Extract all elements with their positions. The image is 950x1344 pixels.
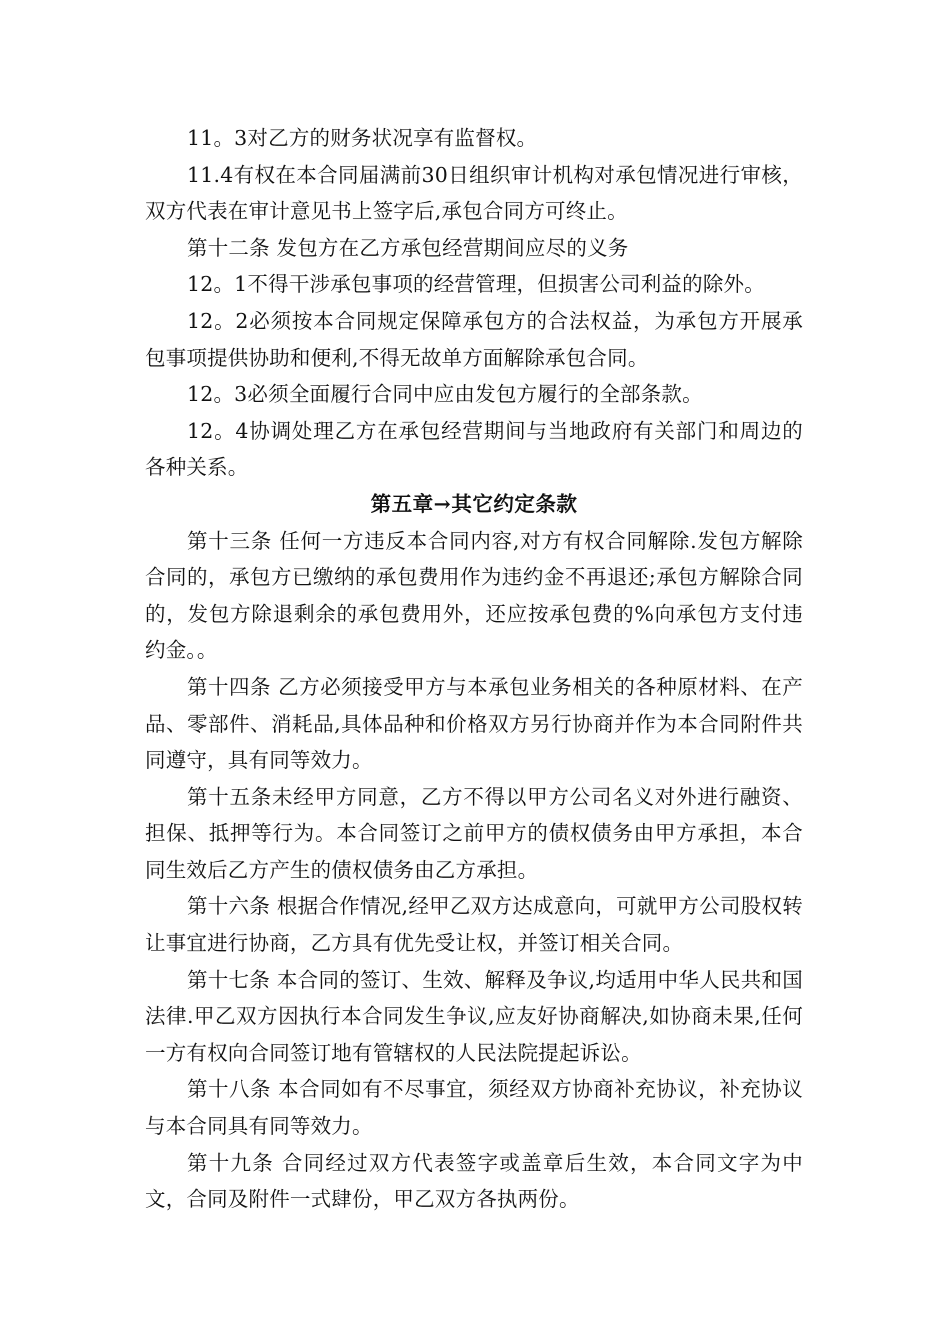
clause-12-4: 12。4协调处理乙方在承包经营期间与当地政府有关部门和周边的各种关系。	[145, 418, 803, 480]
article-12-heading: 第十二条 发包方在乙方承包经营期间应尽的义务	[187, 235, 629, 260]
article-14: 第十四条 乙方必须接受甲方与本承包业务相关的各种原材料、在产品、零部件、消耗品,具体品种和价格双方另行协商并作为本合同附件共同遵守，具有同等效力。	[145, 674, 803, 773]
clause-12-2: 12。2必须按本合同规定保障承包方的合法权益，为承包方开展承包事项提供协助和便利,不得无故单方面解除承包合同。	[145, 308, 803, 370]
article-16: 第十六条 根据合作情况,经甲乙双方达成意向，可就甲方公司股权转让事宜进行协商，乙方具有优先受让权，并签订相关合同。	[145, 894, 803, 956]
chapter-5-heading: 第五章→其它约定条款	[370, 491, 578, 516]
contract-body	[145, 120, 803, 1218]
article-15: 第十五条未经甲方同意，乙方不得以甲方公司名义对外进行融资、担保、抵押等行为。本合同签订之前甲方的债权债务由甲方承担，本合同生效后乙方产生的债权债务由乙方承担。	[145, 784, 803, 882]
article-17: 第十七条 本合同的签订、生效、解释及争议,均适用中华人民共和国法律.甲乙双方因执行本合同发生争议,应友好协商解决,如协商未果,任何一方有权向合同签订地有管辖权的人民法院提起诉讼。	[145, 967, 803, 1065]
clause-11-4: 11.4有权在本合同届满前30日组织审计机构对承包情况进行审核，双方代表在审计意见书上签字后,承包合同方可终止。	[145, 162, 803, 224]
article-18: 第十八条 本合同如有不尽事宜，须经双方协商补充协议，补充协议与本合同具有同等效力。	[145, 1077, 803, 1139]
article-13: 第十三条 任何一方违反本合同内容,对方有权合同解除.发包方解除合同的，承包方已缴纳的承包费用作为违约金不再退还;承包方解除合同的，发包方除退剩余的承包费用外，还应按承包费的%向承包方支付违约金。。	[145, 528, 803, 663]
clause-12-1: 12。1不得干涉承包事项的经营管理，但损害公司利益的除外。	[187, 272, 765, 297]
clause-12-3: 12。3必须全面履行合同中应由发包方履行的全部条款。	[187, 382, 703, 407]
clause-11-3: 11。3对乙方的财务状况享有监督权。	[187, 126, 538, 150]
article-19: 第十九条 合同经过双方代表签字或盖章后生效，本合同文字为中文，合同及附件一式肆份，甲乙双方各执两份。	[145, 1150, 803, 1212]
